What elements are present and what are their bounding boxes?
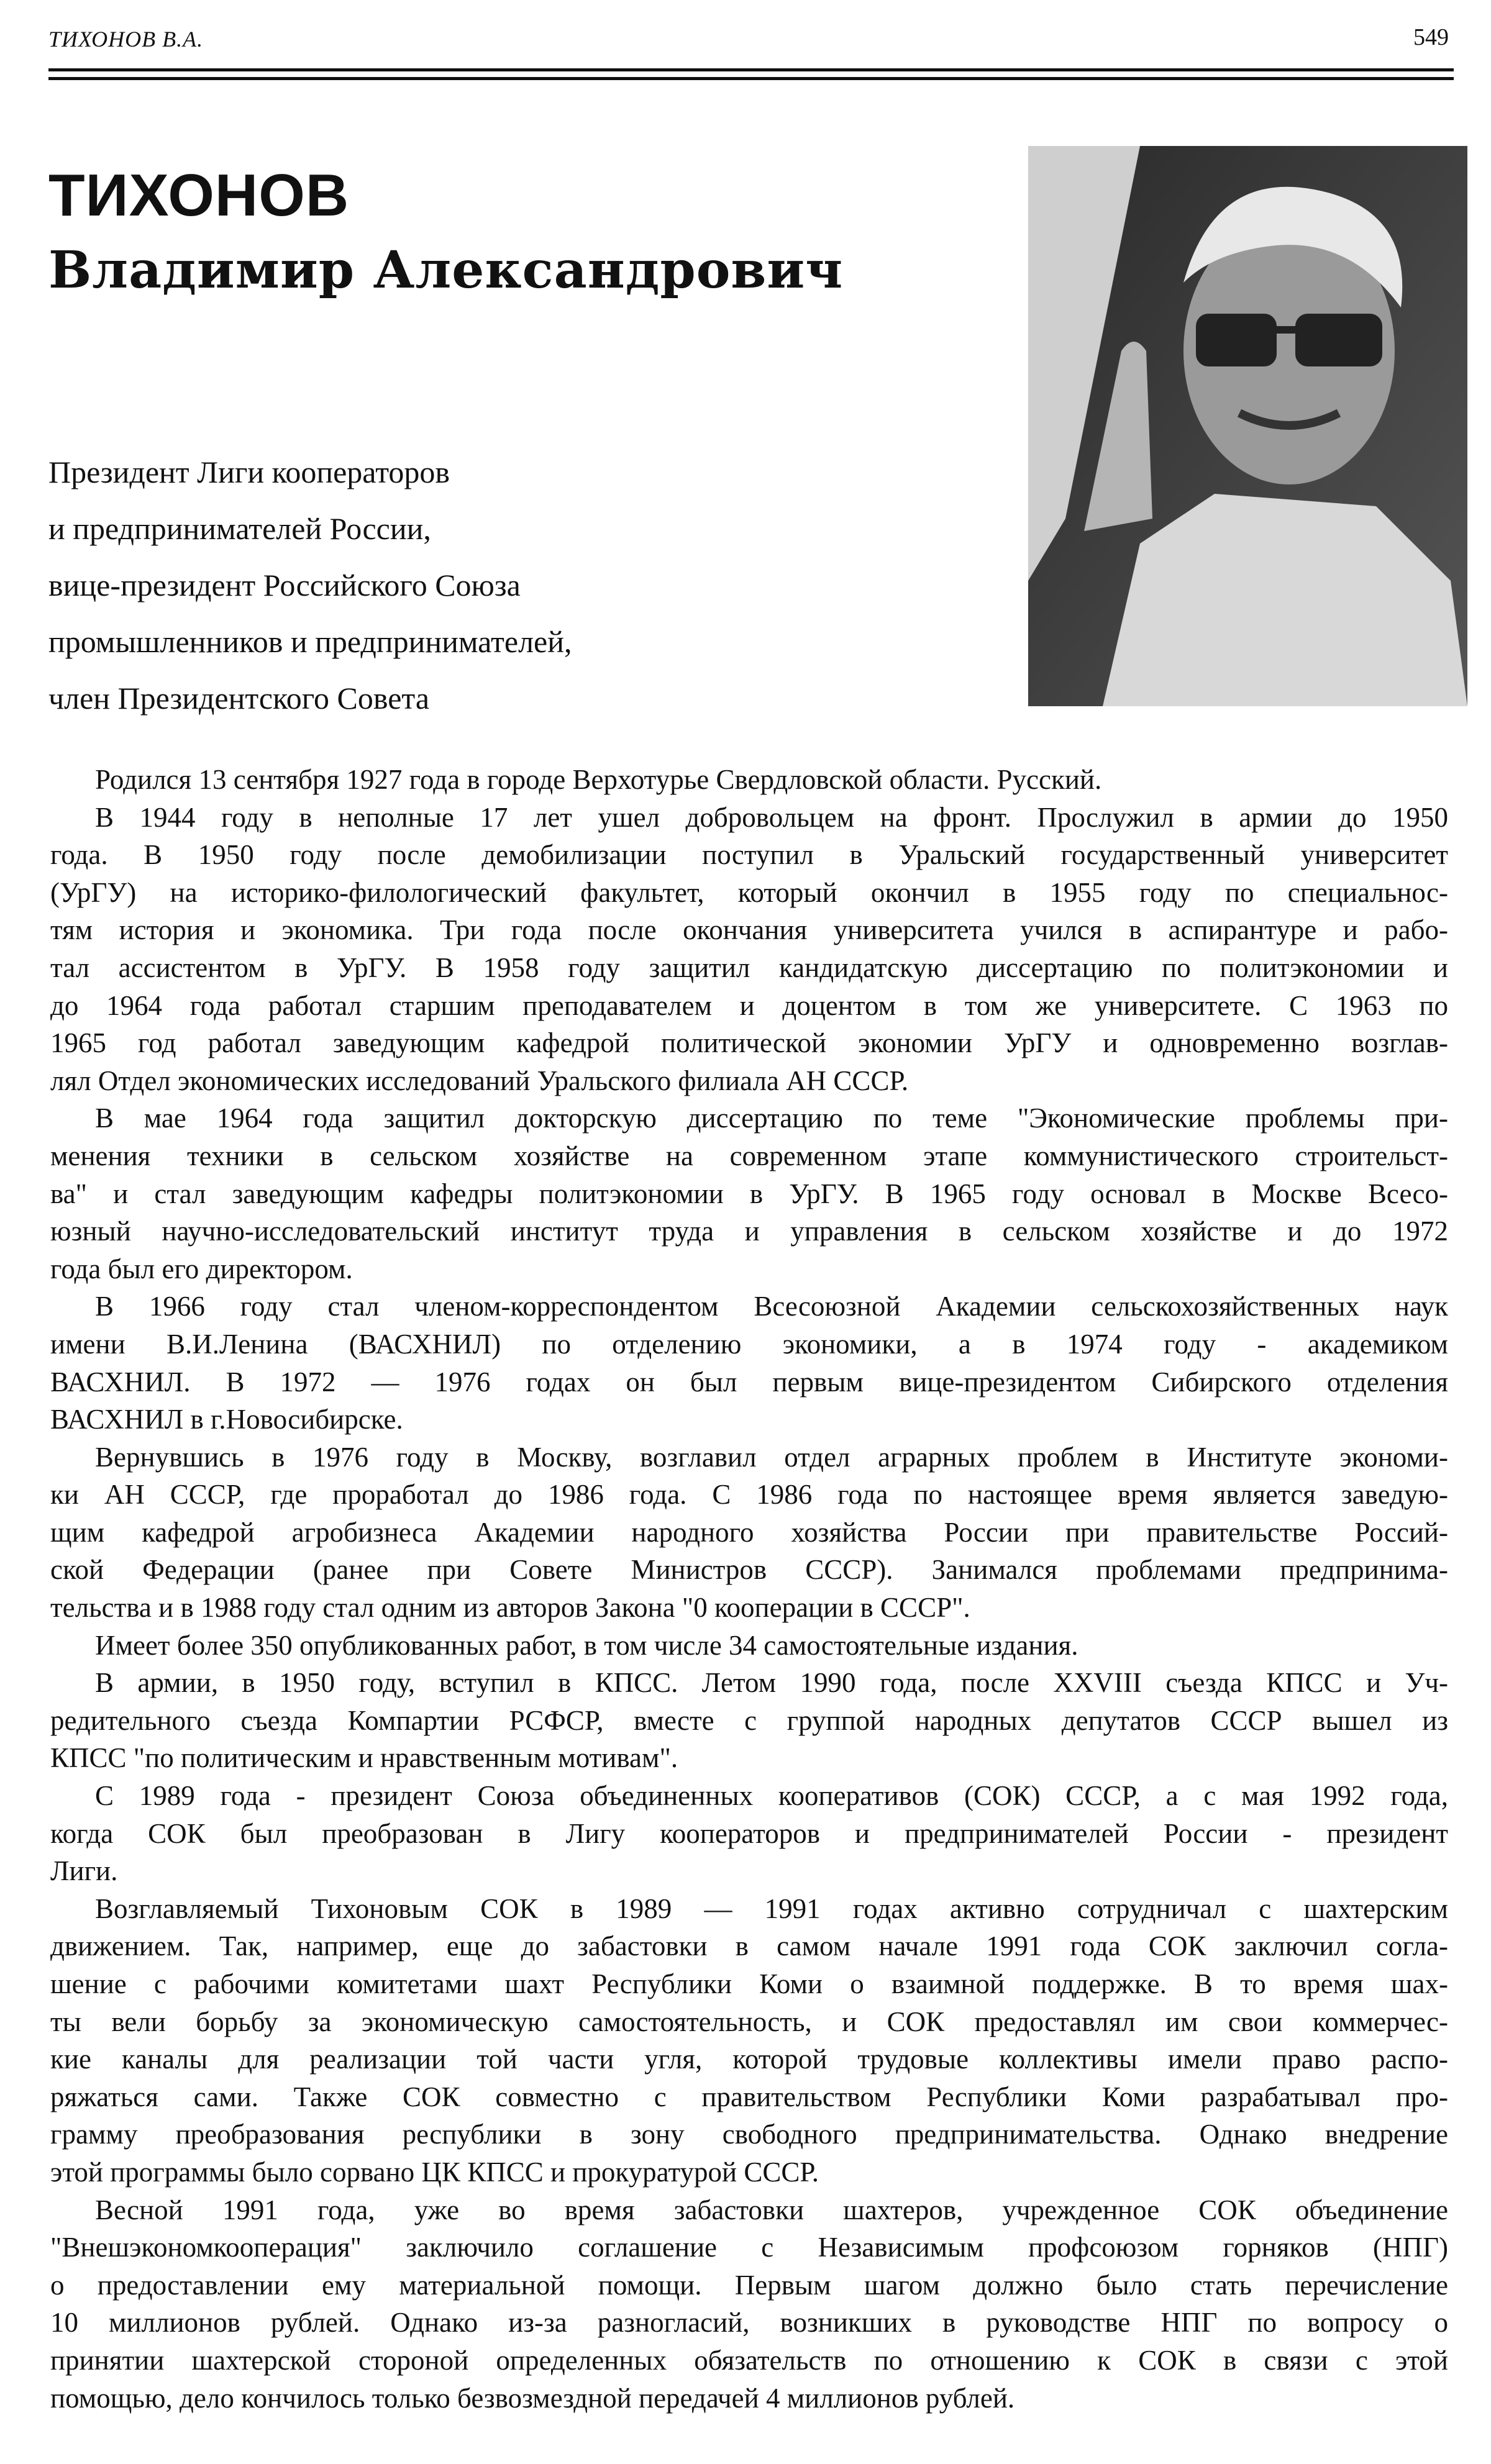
text-line: имени В.И.Ленина (ВАСХНИЛ) по отделению экономики, а в 1974 году - академиком [50, 1328, 1448, 1360]
paragraph [50, 2191, 1448, 2417]
paragraph [50, 1890, 1448, 2191]
text-line: "Внешэкономкооперация" заключило соглашение с Независимым профсоюзом горняков (НПГ) [50, 2232, 1448, 2263]
paragraph [50, 1439, 1448, 1627]
article-body [50, 761, 1448, 2417]
text-line: В армии, в 1950 году, вступил в КПСС. Летом 1990 года, после XXVIII съезда КПСС и Уч- [95, 1667, 1448, 1699]
text-line: Имеет более 350 опубликованных работ, в том числе 34 самостоятельные издания. [95, 1629, 1078, 1661]
text-line: 1965 год работал заведующим кафедрой политической экономии УрГУ и одновременно возглав- [50, 1027, 1448, 1059]
subtitle-line: вице-президент Российского Союза [48, 568, 521, 602]
paragraph [50, 1288, 1448, 1438]
text-line: КПСС "по политическим и нравственным мотивам". [50, 1742, 678, 1774]
page-number: 549 [1413, 24, 1449, 50]
title-surname: ТИХОНОВ [48, 162, 350, 229]
text-line: В 1966 году стал членом-корреспондентом Всесоюзной Академии сельскохозяйственных наук [95, 1291, 1448, 1322]
text-line: принятии шахтерской стороной определенных обязательств по отношению к СОК в связи с этой [50, 2344, 1448, 2376]
text-line: Лиги. [50, 1855, 118, 1887]
text-line: Весной 1991 года, уже во время забастовки шахтеров, учрежденное СОК объединение [95, 2194, 1448, 2225]
text-line: тям история и экономика. Три года после окончания университета учился в аспирантуре и рабо- [50, 914, 1448, 946]
text-line: редительного съезда Компартии РСФСР, вместе с группой народных депутатов СССР вышел из [50, 1704, 1448, 1736]
text-line: года был его директором. [50, 1253, 353, 1284]
running-head: ТИХОНОВ В.А. [48, 27, 204, 52]
text-line: ва" и стал заведующим кафедры политэкономии в УрГУ. В 1965 году основал в Москве Всесо- [50, 1178, 1448, 1209]
page-title [48, 158, 843, 307]
paragraph [50, 1777, 1448, 1890]
text-line: тельства и в 1988 году стал одним из авторов Закона "0 кооперации в СССР". [50, 1592, 970, 1624]
text-line: грамму преобразования республики в зону свободного предпринимательства. Однако внедрение [50, 2119, 1448, 2150]
paragraph [50, 1664, 1448, 1777]
paragraph [50, 1099, 1448, 1288]
text-line: лял Отдел экономических исследований Уральского филиала АН СССР. [50, 1065, 909, 1096]
text-line: когда СОК был преобразован в Лигу кооператоров и предпринимателей России - президент [50, 1817, 1448, 1849]
text-line: движением. Так, например, еще до забастовки в самом начале 1991 года СОК заключил согла- [50, 1930, 1448, 1962]
paragraph [50, 799, 1448, 1100]
subtitle-line: член Президентского Совета [48, 681, 430, 716]
subtitle-line: Президент Лиги кооператоров [48, 455, 450, 489]
text-line: о предоставлении ему материальной помощи. Первым шагом должно было стать перечисление [50, 2269, 1448, 2301]
text-line: Родился 13 сентября 1927 года в городе Верхотурье Свердловской области. Русский. [95, 764, 1102, 795]
text-line: года. В 1950 году после демобилизации поступил в Уральский государственный университет [50, 839, 1448, 871]
text-line: ряжаться сами. Также СОК совместно с правительством Республики Коми разрабатывал про- [50, 2081, 1448, 2112]
title-given-names: Владимир Александрович [48, 240, 844, 300]
text-line: щим кафедрой агробизнеса Академии народного хозяйства России при правительстве Россий- [50, 1516, 1448, 1548]
text-line: этой программы было сорвано ЦК КПСС и прокуратурой СССР. [50, 2156, 819, 2188]
text-line: С 1989 года - президент Союза объединенных кооперативов (СОК) СССР, а с мая 1992 года, [95, 1780, 1448, 1812]
text-line: юзный научно-исследовательский институт труда и управления в сельском хозяйстве и до 1972 [50, 1216, 1448, 1247]
text-line: до 1964 года работал старшим преподавателем и доцентом в том же университете. С 1963 по [50, 989, 1448, 1021]
text-line: ской Федерации (ранее при Совете Министров СССР). Занимался проблемами предпринима- [50, 1554, 1448, 1586]
text-line: тал ассистентом в УрГУ. В 1958 году защитил кандидатскую диссертацию по политэкономии и [50, 952, 1448, 983]
text-line: Вернувшись в 1976 году в Москву, возглавил отдел аграрных проблем в Институте экономи- [95, 1441, 1448, 1473]
header-rule [48, 68, 1454, 71]
paragraph [50, 761, 1448, 799]
text-line: помощью, дело кончилось только безвозмездной передачей 4 миллионов рублей. [50, 2382, 1015, 2414]
text-line: В мае 1964 года защитил докторскую диссертацию по теме "Экономические проблемы при- [95, 1102, 1448, 1134]
subtitle [48, 444, 572, 727]
paragraph [50, 1627, 1448, 1665]
text-line: Возглавляемый Тихоновым СОК в 1989 — 1991 годах активно сотрудничал с шахтерским [95, 1893, 1448, 1924]
text-line: кие каналы для реализации той части угля, которой трудовые коллективы имели право распо- [50, 2043, 1448, 2075]
header-rule [48, 77, 1454, 80]
text-line: В 1944 году в неполные 17 лет ушел добровольцем на фронт. Прослужил в армии до 1950 [95, 801, 1448, 833]
subtitle-line: и предпринимателей России, [48, 511, 431, 546]
text-line: ВАСХНИЛ в г.Новосибирске. [50, 1404, 403, 1435]
text-line: менения техники в сельском хозяйстве на современном этапе коммунистического строительст- [50, 1140, 1448, 1171]
text-line: (УрГУ) на историко-филологический факультет, который окончил в 1955 году по специальнос- [50, 876, 1448, 908]
text-line: шение с рабочими комитетами шахт Республики Коми о взаимной поддержке. В то время шах- [50, 1968, 1448, 1999]
text-line: ты вели борьбу за экономическую самостоятельность, и СОК предоставлял им свои коммерчес- [50, 2006, 1448, 2037]
text-line: ки АН СССР, где проработал до 1986 года. С 1986 года по настоящее время является заведую- [50, 1479, 1448, 1511]
text-line: ВАСХНИЛ. В 1972 — 1976 годах он был первым вице-президентом Сибирского отделения [50, 1366, 1448, 1398]
portrait-photo [1028, 146, 1467, 706]
text-line: 10 миллионов рублей. Однако из-за разногласий, возникших в руководстве НПГ по вопросу о [50, 2307, 1448, 2339]
subtitle-line: промышленников и предпринимателей, [48, 624, 572, 659]
